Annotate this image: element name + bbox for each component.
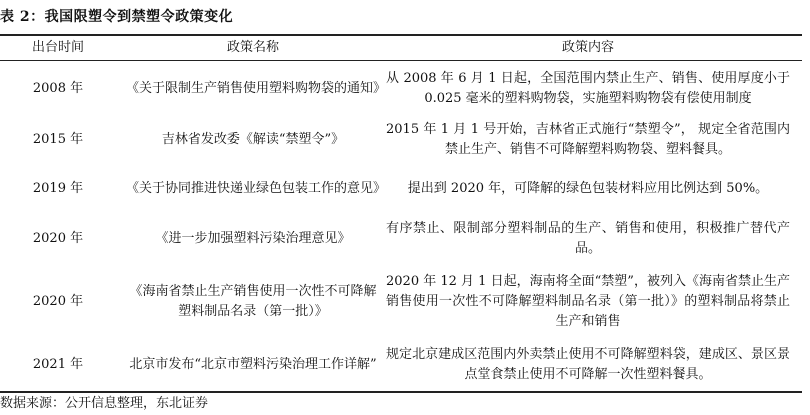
row-policy-name: 《关于限制生产销售使用塑料购物袋的通知》 [126,81,387,96]
row-policy-content: 从 2008 年 6 月 1 日起，全国范围内禁止生产、销售、使用厚度小于 0.025 毫米的塑料购物袋，实施塑料购物袋有偿使用制度 [386,71,790,106]
table-header-rule [0,60,802,61]
header-time: 出台时间 [31,40,84,55]
row-year: 2015 年 [32,132,84,147]
row-policy-name: 《关于协同推进快递业绿色包装工作的意见》 [126,181,387,196]
row-policy-name: 《进一步加强塑料污染治理意见》 [155,231,351,246]
row-policy-name: 《海南省禁止生产销售使用一次性不可降解塑料制品名录（第一批）》 [129,284,377,319]
row-year: 2008 年 [32,81,84,96]
header-policy-name: 政策名称 [226,40,279,55]
table-row [0,264,802,340]
row-year: 2019 年 [32,181,84,196]
row-policy-name: 北京市发布“北京市塑料污染治理工作详解” [129,357,377,372]
data-source-note: 数据来源：公开信息整理，东北证券 [0,396,209,411]
row-policy-content: 2020 年 12 月 1 日起，海南将全面“禁塑”，被列入《海南省禁止生产销售使用一次性不可降解塑料制品名录（第一批）》的塑料制品将禁止生产和销售 [386,274,790,329]
table-row [0,340,802,390]
table-caption: 表 2：我国限塑令到禁塑令政策变化 [0,9,234,25]
table-row [0,62,802,116]
table-bottom-rule [0,391,802,393]
row-year: 2020 年 [32,231,84,246]
header-policy-content: 政策内容 [561,40,614,55]
table-row [0,214,802,264]
row-policy-content: 提出到 2020 年，可降解的绿色包装材料应用比例达到 50%。 [407,181,769,196]
row-year: 2020 年 [32,294,84,309]
row-year: 2021 年 [32,357,84,372]
row-policy-content: 规定北京建成区范围内外卖禁止使用不可降解塑料袋，建成区、景区景点堂食禁止使用不可降解一次性塑料餐具。 [386,347,790,382]
table-row [0,164,802,214]
row-policy-name: 吉林省发改委《解读“禁塑令”》 [161,132,345,147]
table-row [0,116,802,164]
row-policy-content: 2015 年 1 月 1 号开始，吉林省正式施行“禁塑令”， 规定全省范围内禁止生产、销售不可降解塑料购物袋、塑料餐具。 [386,122,790,157]
table-top-rule [0,34,802,36]
row-policy-content: 有序禁止、限制部分塑料制品的生产、销售和使用，积极推广替代产品。 [386,221,790,256]
